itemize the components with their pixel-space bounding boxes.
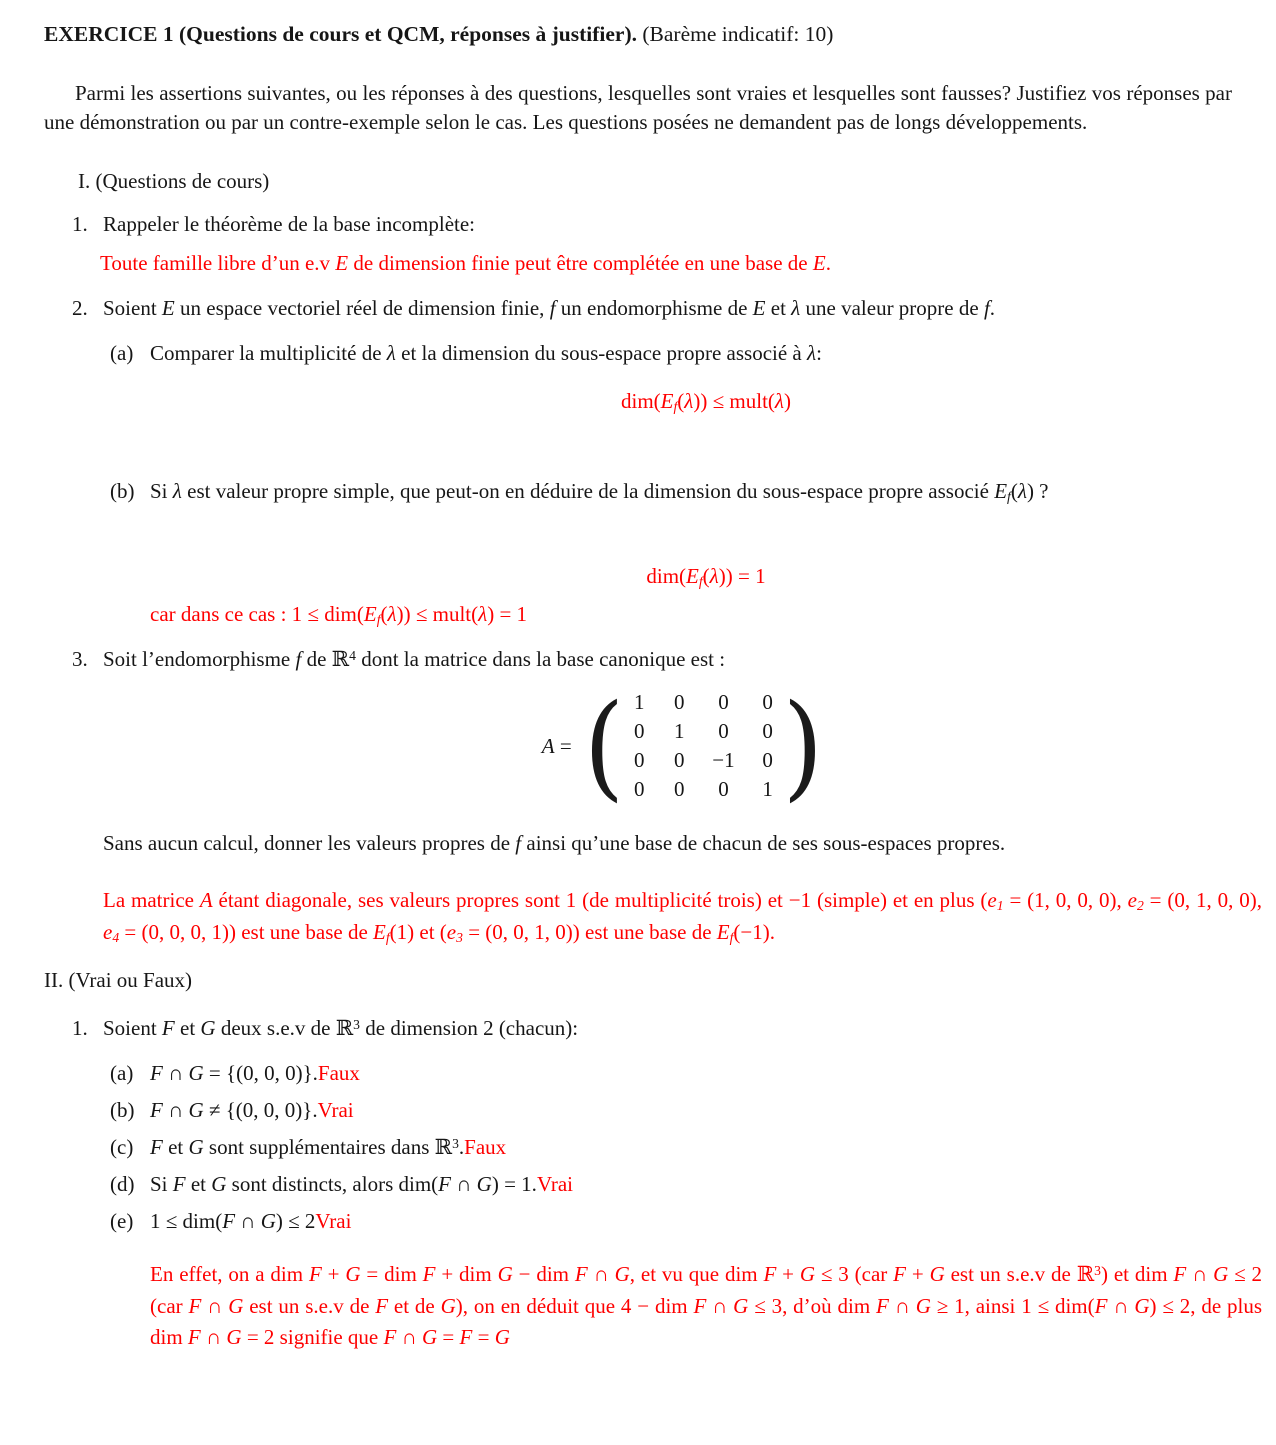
section-2-number: II.: [44, 968, 64, 992]
question-2: [72, 294, 1276, 322]
question-2b-answer-note: car dans ce cas : $1 \le dim(E_f(\lambda))$ ≤ mult(λ) = 1: [150, 602, 528, 628]
section-1-heading: [78, 167, 1276, 195]
question-3-number: 3.: [72, 647, 88, 671]
question-2a: [110, 339, 1276, 367]
matrix-lhs: A =: [541, 734, 572, 758]
tf-item-a: [110, 1059, 1276, 1087]
tf-item-c-verdict: Faux: [464, 1135, 507, 1159]
matrix-equation: [541, 678, 824, 814]
question-3-answer: La matrice A étant diagonale, ses valeurs propres sont 1 (de multiplicité trois) et −1 (simple) et en plus ($e_1 = (1$, 0, 0, 0), $e_2 = (0$, 1, 0, 0), $e_4 = (0$, 0, 0, 1)) est une base de $E_f(1)$ et ($e_3 = (0$, 0, 1, 0)) est une base de $E_f(-1)$.: [103, 888, 1262, 946]
matrix-left-paren: (: [583, 678, 625, 814]
matrix-cell: 1: [634, 690, 645, 714]
tf-item-a-statement: F ∩ G = {(0, 0, 0)}.: [150, 1061, 318, 1085]
matrix-grid: [624, 684, 782, 808]
tf-item-e: [110, 1207, 1276, 1235]
matrix-cell: 0: [718, 690, 729, 714]
matrix-cell: 1: [762, 777, 773, 801]
tf-item-list: [0, 1059, 1276, 1235]
tf-item-e-statement: 1 ≤ dim(F ∩ G) ≤ 2: [150, 1209, 316, 1233]
matrix-display: [103, 678, 1262, 814]
question-2a-label: (a): [110, 341, 134, 365]
exercise-title-bold: EXERCICE 1 (Questions de cours et QCM, réponses à justifier).: [44, 22, 638, 46]
matrix-right-paren: ): [782, 678, 824, 814]
matrix-cell: 0: [762, 719, 773, 743]
tf-item-d-statement: Si F et G sont distincts, alors dim(F ∩ G) = 1.: [150, 1172, 537, 1196]
matrix-cell: 0: [762, 748, 773, 772]
matrix-cell: 0: [674, 690, 685, 714]
question-2-text: Soient E un espace vectoriel réel de dimension finie, f un endomorphisme de E et λ une valeur propre de f.: [103, 296, 996, 320]
question-3-text: Soit l’endomorphisme f de ℝ$^4$ dont la matrice dans la base canonique est :: [103, 647, 726, 671]
matrix-cell: 0: [674, 777, 685, 801]
matrix-cell: 0: [718, 777, 729, 801]
tf-justification-paragraph: En effet, on a dim F + G = dim F + dim G − dim F ∩ G, et vu que dim F + G ≤ 3 (car F + G est un s.e.v de ℝ$^3$) et dim F ∩ G ≤ 2 (car F ∩ G est un s.e.v de F et de G), on en déduit que 4 − dim F ∩ G ≤ 3, d’où dim F ∩ G ≥ 1, ainsi 1 ≤ dim(F ∩ G) ≤ 2, de plus dim F ∩ G = 2 signifie que F ∩ G = F = G: [150, 1262, 1263, 1349]
question-2b-label: (b): [110, 479, 135, 503]
matrix-cell: 0: [634, 719, 645, 743]
matrix-cell: 0: [634, 777, 645, 801]
question-1-text: Rappeler le théorème de la base incomplète:: [103, 212, 476, 236]
question-2a-text: Comparer la multiplicité de λ et la dimension du sous-espace propre associé à λ:: [150, 341, 822, 365]
question-1-answer: Toute famille libre d’un e.v E de dimension finie peut être complétée en une base de E.: [100, 251, 831, 275]
question-2b-text: Si λ est valeur propre simple, que peut-on en déduire de la dimension du sous-espace propre associé $E_f(\lambda)$ ?: [150, 479, 1049, 505]
matrix-cell: 1: [674, 719, 685, 743]
tf-item-e-label: (e): [110, 1209, 134, 1233]
matrix-cell: 0: [674, 748, 685, 772]
question-2-number: 2.: [72, 296, 88, 320]
question-1: [72, 210, 1276, 238]
tf-item-a-verdict: Faux: [317, 1061, 360, 1085]
section-1-title: (Questions de cours): [95, 169, 270, 193]
exercise-title-grading: (Barème indicatif: 10): [642, 22, 834, 46]
section-1-number: I.: [78, 169, 91, 193]
matrix-cell: −1: [712, 748, 735, 772]
tf-item-b: [110, 1096, 1276, 1124]
tf-item-c-label: (c): [110, 1135, 134, 1159]
question-1-number: 1.: [72, 212, 88, 236]
tf-item-d-label: (d): [110, 1172, 135, 1196]
tf-question-1-number: 1.: [72, 1016, 88, 1040]
tf-item-b-verdict: Vrai: [317, 1098, 354, 1122]
tf-item-d: [110, 1170, 1276, 1198]
tf-item-c-statement: F et G sont supplémentaires dans ℝ$^3$.: [150, 1135, 465, 1159]
tf-item-b-statement: F ∩ G ≠ {(0, 0, 0)}.: [150, 1098, 318, 1122]
tf-item-b-label: (b): [110, 1098, 135, 1122]
question-2b: [110, 477, 1276, 505]
tf-item-c: [110, 1133, 1276, 1161]
question-2a-answer-equation: $dim(E_f(\lambda))$ ≤ mult(λ): [620, 389, 792, 415]
intro-paragraph: Parmi les assertions suivantes, ou les réponses à des questions, lesquelles sont vraies et lesquelles sont fausses? Justifiez vos réponses par une démonstration ou par un contre-exemple selon le cas. Les questions posées ne demandent pas de longs développements.: [44, 81, 1232, 134]
tf-item-a-label: (a): [110, 1061, 134, 1085]
question-3-followup: Sans aucun calcul, donner les valeurs propres de f ainsi qu’une base de chacun de ses sous-espaces propres.: [103, 831, 1006, 855]
matrix-cell: 0: [718, 719, 729, 743]
matrix-cell: 0: [634, 748, 645, 772]
question-3: [72, 645, 1276, 673]
matrix-cell: 0: [762, 690, 773, 714]
tf-item-d-verdict: Vrai: [536, 1172, 573, 1196]
tf-question-1-text: Soient F et G deux s.e.v de ℝ$^3$ de dimension 2 (chacun):: [103, 1016, 579, 1040]
section-2-heading: [44, 966, 1276, 994]
section-2-title: (Vrai ou Faux): [68, 968, 193, 992]
exercise-title: [44, 0, 1232, 48]
question-2b-answer-equation: $dim(E_f(\lambda)) = 1$: [646, 564, 766, 590]
tf-item-e-verdict: Vrai: [315, 1209, 352, 1233]
tf-question-1: [72, 1014, 1276, 1042]
